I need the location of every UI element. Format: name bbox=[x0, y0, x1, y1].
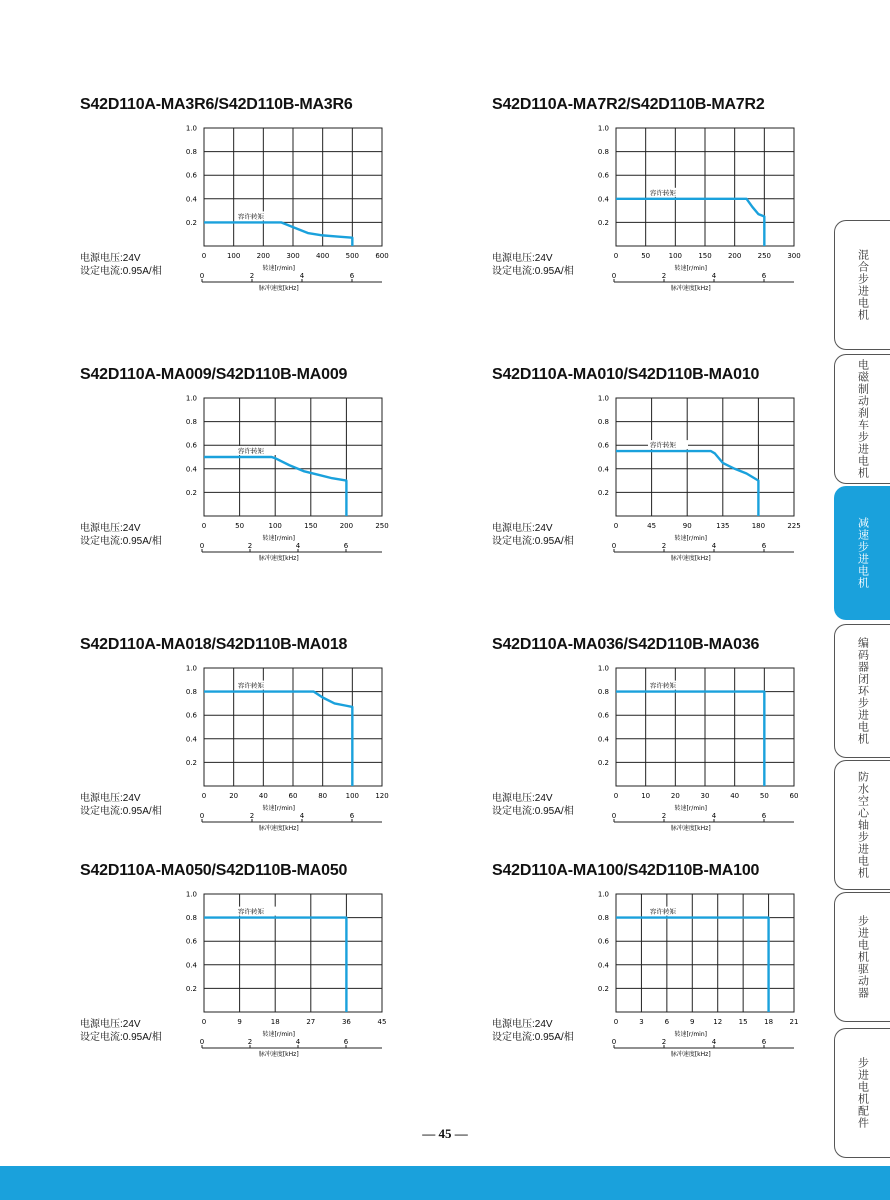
y-tick-label: 0.2 bbox=[185, 488, 197, 497]
x-tick-label: 50 bbox=[235, 522, 245, 530]
pulse-axis-label: 脉冲速度[kHz] bbox=[670, 555, 711, 562]
x-tick-label: 9 bbox=[690, 1018, 695, 1026]
chart-panel bbox=[80, 366, 460, 596]
footer-bar bbox=[0, 1166, 890, 1200]
side-tab-label: 防水空心轴步进电机 bbox=[856, 771, 869, 879]
x-tick-label: 40 bbox=[258, 792, 268, 800]
pulse-tick-label: 6 bbox=[761, 1038, 767, 1046]
pulse-tick-label: 0 bbox=[611, 812, 617, 820]
spec-line: 设定电流:0.95A/相 bbox=[492, 266, 574, 277]
x-tick-label: 0 bbox=[613, 792, 619, 800]
y-tick-label: 0.8 bbox=[185, 148, 197, 157]
plot-frame bbox=[616, 398, 794, 516]
torque-chart bbox=[80, 366, 460, 596]
torque-chart bbox=[492, 96, 872, 326]
side-tab[interactable] bbox=[834, 760, 890, 890]
side-tab-label: 减速步进电机 bbox=[856, 517, 869, 589]
plot-frame bbox=[616, 894, 794, 1012]
torque-chart bbox=[80, 96, 460, 326]
chart-panel bbox=[80, 96, 460, 326]
x-tick-label: 600 bbox=[375, 252, 389, 260]
x-axis-label: 转速[r/min] bbox=[262, 535, 296, 542]
y-tick-label: 0.8 bbox=[597, 688, 609, 697]
pulse-tick-label: 6 bbox=[761, 542, 767, 550]
pulse-tick-label: 2 bbox=[661, 542, 667, 550]
side-tab-label: 步进电机配件 bbox=[856, 1057, 869, 1129]
x-tick-label: 0 bbox=[201, 252, 207, 260]
pulse-axis-label: 脉冲速度[kHz] bbox=[258, 825, 299, 832]
x-axis-label: 转速[r/min] bbox=[674, 535, 708, 542]
pulse-axis-label: 脉冲速度[kHz] bbox=[258, 1051, 299, 1058]
pulse-tick-label: 2 bbox=[249, 812, 255, 820]
y-tick-label: 0.4 bbox=[597, 961, 609, 970]
x-tick-label: 40 bbox=[730, 792, 740, 800]
y-tick-label: 0.6 bbox=[185, 441, 197, 450]
torque-chart bbox=[80, 862, 460, 1092]
pulse-tick-label: 6 bbox=[349, 812, 355, 820]
y-tick-label: 0.6 bbox=[185, 937, 197, 946]
page-number: — 45 — bbox=[422, 1126, 468, 1141]
torque-chart bbox=[492, 366, 872, 596]
y-tick-label: 0.4 bbox=[185, 465, 197, 474]
pulse-tick-label: 2 bbox=[249, 272, 255, 280]
x-tick-label: 250 bbox=[375, 522, 389, 530]
x-tick-label: 200 bbox=[256, 252, 271, 260]
x-axis-label: 转速[r/min] bbox=[262, 265, 296, 272]
y-tick-label: 0.8 bbox=[597, 148, 609, 157]
side-tab[interactable] bbox=[834, 892, 890, 1022]
x-tick-label: 9 bbox=[237, 1018, 242, 1026]
spec-line: 电源电压:24V bbox=[492, 523, 553, 534]
spec-line: 电源电压:24V bbox=[492, 1019, 553, 1030]
pulse-tick-label: 6 bbox=[761, 812, 767, 820]
y-tick-label: 1.0 bbox=[185, 124, 197, 133]
y-tick-label: 0.4 bbox=[185, 195, 197, 204]
pulse-tick-label: 4 bbox=[711, 542, 717, 550]
chart-title: S42D110A-MA009/S42D110B-MA009 bbox=[80, 366, 348, 383]
pulse-tick-label: 6 bbox=[343, 542, 349, 550]
x-tick-label: 45 bbox=[377, 1018, 387, 1026]
allowable-torque-label: 容许转矩 bbox=[650, 907, 676, 916]
chart-panel bbox=[492, 636, 872, 866]
x-tick-label: 250 bbox=[757, 252, 772, 260]
side-tab[interactable] bbox=[834, 624, 890, 758]
y-tick-label: 1.0 bbox=[185, 890, 197, 899]
x-axis-label: 转速[r/min] bbox=[262, 805, 296, 812]
allowable-torque-label: 容许转矩 bbox=[650, 188, 676, 197]
x-axis-label: 转速[r/min] bbox=[674, 265, 708, 272]
chart-title: S42D110A-MA3R6/S42D110B-MA3R6 bbox=[80, 96, 353, 113]
y-tick-label: 0.8 bbox=[597, 418, 609, 427]
side-tab[interactable] bbox=[834, 486, 890, 620]
x-axis-label: 转速[r/min] bbox=[262, 1031, 296, 1038]
pulse-tick-label: 4 bbox=[711, 1038, 717, 1046]
pulse-tick-label: 2 bbox=[661, 272, 667, 280]
x-tick-label: 20 bbox=[229, 792, 239, 800]
chart-panel bbox=[492, 862, 872, 1092]
side-tab[interactable] bbox=[834, 220, 890, 350]
pulse-tick-label: 2 bbox=[661, 812, 667, 820]
chart-panel bbox=[492, 366, 872, 596]
x-tick-label: 225 bbox=[787, 522, 801, 530]
chart-title: S42D110A-MA050/S42D110B-MA050 bbox=[80, 862, 348, 879]
x-tick-label: 100 bbox=[226, 252, 241, 260]
spec-line: 设定电流:0.95A/相 bbox=[492, 806, 574, 817]
spec-line: 电源电压:24V bbox=[80, 1019, 141, 1030]
chart-panel bbox=[80, 862, 460, 1092]
pulse-axis-label: 脉冲速度[kHz] bbox=[670, 1051, 711, 1058]
torque-curve bbox=[204, 222, 352, 246]
side-tab-label: 混合步进电机 bbox=[856, 249, 869, 321]
side-tab-label: 编码器闭环步进电机 bbox=[856, 637, 869, 745]
x-tick-label: 0 bbox=[201, 792, 207, 800]
x-tick-label: 27 bbox=[306, 1018, 316, 1026]
y-tick-label: 0.6 bbox=[597, 711, 609, 720]
spec-line: 电源电压:24V bbox=[492, 793, 553, 804]
pulse-tick-label: 0 bbox=[199, 812, 205, 820]
y-tick-label: 0.6 bbox=[185, 171, 197, 180]
x-tick-label: 135 bbox=[716, 522, 730, 530]
pulse-tick-label: 4 bbox=[711, 812, 717, 820]
pulse-tick-label: 4 bbox=[711, 272, 717, 280]
x-tick-label: 18 bbox=[764, 1018, 774, 1026]
x-axis-label: 转速[r/min] bbox=[674, 805, 708, 812]
x-tick-label: 6 bbox=[664, 1018, 670, 1026]
spec-line: 设定电流:0.95A/相 bbox=[492, 1032, 574, 1043]
spec-line: 设定电流:0.95A/相 bbox=[80, 1032, 162, 1043]
y-tick-label: 0.2 bbox=[597, 218, 609, 227]
x-tick-label: 400 bbox=[315, 252, 330, 260]
y-tick-label: 1.0 bbox=[185, 664, 197, 673]
chart-panel bbox=[80, 636, 460, 866]
y-tick-label: 1.0 bbox=[597, 124, 609, 133]
side-tab[interactable] bbox=[834, 354, 890, 484]
x-tick-label: 0 bbox=[613, 1018, 619, 1026]
allowable-torque-label: 容许转矩 bbox=[650, 681, 676, 690]
pulse-tick-label: 4 bbox=[295, 1038, 301, 1046]
pulse-tick-label: 0 bbox=[199, 542, 205, 550]
pulse-tick-label: 2 bbox=[661, 1038, 667, 1046]
pulse-tick-label: 0 bbox=[611, 1038, 617, 1046]
y-tick-label: 0.6 bbox=[597, 171, 609, 180]
pulse-tick-label: 6 bbox=[761, 272, 767, 280]
y-tick-label: 0.2 bbox=[185, 984, 197, 993]
x-tick-label: 12 bbox=[713, 1018, 723, 1026]
x-tick-label: 20 bbox=[670, 792, 680, 800]
y-tick-label: 1.0 bbox=[597, 664, 609, 673]
spec-line: 设定电流:0.95A/相 bbox=[80, 266, 162, 277]
x-tick-label: 15 bbox=[738, 1018, 748, 1026]
x-tick-label: 90 bbox=[682, 522, 692, 530]
plot-frame bbox=[204, 894, 382, 1012]
pulse-tick-label: 2 bbox=[247, 1038, 253, 1046]
spec-line: 电源电压:24V bbox=[80, 523, 141, 534]
pulse-tick-label: 4 bbox=[299, 812, 305, 820]
x-tick-label: 200 bbox=[727, 252, 742, 260]
x-tick-label: 30 bbox=[700, 792, 710, 800]
x-tick-label: 60 bbox=[789, 792, 799, 800]
x-tick-label: 100 bbox=[345, 792, 360, 800]
side-tab-label: 电磁制动刹车步进电机 bbox=[856, 359, 869, 479]
pulse-tick-label: 0 bbox=[199, 272, 205, 280]
y-tick-label: 0.6 bbox=[597, 441, 609, 450]
x-tick-label: 300 bbox=[787, 252, 801, 260]
y-tick-label: 0.6 bbox=[597, 937, 609, 946]
spec-line: 设定电流:0.95A/相 bbox=[80, 536, 162, 547]
x-tick-label: 50 bbox=[759, 792, 769, 800]
y-tick-label: 0.8 bbox=[185, 418, 197, 427]
y-tick-label: 0.2 bbox=[185, 218, 197, 227]
y-tick-label: 1.0 bbox=[597, 394, 609, 403]
y-tick-label: 0.4 bbox=[597, 195, 609, 204]
allowable-torque-label: 容许转矩 bbox=[238, 681, 264, 690]
y-tick-label: 1.0 bbox=[185, 394, 197, 403]
y-tick-label: 0.4 bbox=[597, 465, 609, 474]
torque-chart bbox=[80, 636, 460, 866]
x-tick-label: 0 bbox=[201, 1018, 207, 1026]
chart-title: S42D110A-MA018/S42D110B-MA018 bbox=[80, 636, 348, 653]
y-tick-label: 1.0 bbox=[597, 890, 609, 899]
spec-line: 电源电压:24V bbox=[492, 253, 553, 264]
pulse-tick-label: 0 bbox=[611, 542, 617, 550]
allowable-torque-label: 容许转矩 bbox=[650, 441, 676, 450]
x-tick-label: 60 bbox=[288, 792, 298, 800]
pulse-axis-label: 脉冲速度[kHz] bbox=[670, 825, 711, 832]
y-tick-label: 0.4 bbox=[597, 735, 609, 744]
chart-title: S42D110A-MA036/S42D110B-MA036 bbox=[492, 636, 760, 653]
spec-line: 设定电流:0.95A/相 bbox=[80, 806, 162, 817]
x-tick-label: 18 bbox=[270, 1018, 280, 1026]
spec-line: 电源电压:24V bbox=[80, 253, 141, 264]
y-tick-label: 0.2 bbox=[185, 758, 197, 767]
x-tick-label: 10 bbox=[641, 792, 651, 800]
torque-chart bbox=[492, 636, 872, 866]
x-tick-label: 0 bbox=[613, 522, 619, 530]
x-tick-label: 200 bbox=[339, 522, 354, 530]
x-tick-label: 500 bbox=[345, 252, 360, 260]
pulse-tick-label: 6 bbox=[349, 272, 355, 280]
pulse-tick-label: 6 bbox=[343, 1038, 349, 1046]
y-tick-label: 0.2 bbox=[597, 758, 609, 767]
spec-line: 电源电压:24V bbox=[80, 793, 141, 804]
x-axis-label: 转速[r/min] bbox=[674, 1031, 708, 1038]
y-tick-label: 0.2 bbox=[597, 984, 609, 993]
chart-panel bbox=[492, 96, 872, 326]
pulse-axis-label: 脉冲速度[kHz] bbox=[258, 555, 299, 562]
x-tick-label: 21 bbox=[789, 1018, 799, 1026]
y-tick-label: 0.4 bbox=[185, 735, 197, 744]
y-tick-label: 0.8 bbox=[185, 688, 197, 697]
y-tick-label: 0.2 bbox=[597, 488, 609, 497]
spec-line: 设定电流:0.95A/相 bbox=[492, 536, 574, 547]
y-tick-label: 0.8 bbox=[597, 914, 609, 923]
pulse-axis-label: 脉冲速度[kHz] bbox=[258, 285, 299, 292]
x-tick-label: 0 bbox=[201, 522, 207, 530]
x-tick-label: 36 bbox=[341, 1018, 351, 1026]
side-tab-label: 步进电机驱动器 bbox=[856, 915, 869, 999]
x-tick-label: 3 bbox=[639, 1018, 644, 1026]
y-tick-label: 0.8 bbox=[185, 914, 197, 923]
x-tick-label: 45 bbox=[647, 522, 657, 530]
allowable-torque-label: 容许转矩 bbox=[238, 907, 264, 916]
chart-title: S42D110A-MA010/S42D110B-MA010 bbox=[492, 366, 760, 383]
x-tick-label: 50 bbox=[641, 252, 651, 260]
pulse-tick-label: 0 bbox=[199, 1038, 205, 1046]
y-tick-label: 0.4 bbox=[185, 961, 197, 970]
x-tick-label: 180 bbox=[751, 522, 766, 530]
x-tick-label: 80 bbox=[318, 792, 328, 800]
pulse-axis-label: 脉冲速度[kHz] bbox=[670, 285, 711, 292]
x-tick-label: 150 bbox=[698, 252, 712, 260]
torque-chart bbox=[492, 862, 872, 1092]
x-tick-label: 0 bbox=[613, 252, 619, 260]
pulse-tick-label: 2 bbox=[247, 542, 253, 550]
pulse-tick-label: 4 bbox=[295, 542, 301, 550]
chart-title: S42D110A-MA7R2/S42D110B-MA7R2 bbox=[492, 96, 765, 113]
pulse-tick-label: 4 bbox=[299, 272, 305, 280]
chart-title: S42D110A-MA100/S42D110B-MA100 bbox=[492, 862, 760, 879]
x-tick-label: 120 bbox=[375, 792, 389, 800]
allowable-torque-label: 容许转矩 bbox=[238, 212, 264, 221]
x-tick-label: 100 bbox=[668, 252, 683, 260]
y-tick-label: 0.6 bbox=[185, 711, 197, 720]
allowable-torque-label: 容许转矩 bbox=[238, 447, 264, 455]
x-tick-label: 100 bbox=[268, 522, 282, 530]
pulse-tick-label: 0 bbox=[611, 272, 617, 280]
x-tick-label: 300 bbox=[286, 252, 300, 260]
x-tick-label: 150 bbox=[304, 522, 318, 530]
